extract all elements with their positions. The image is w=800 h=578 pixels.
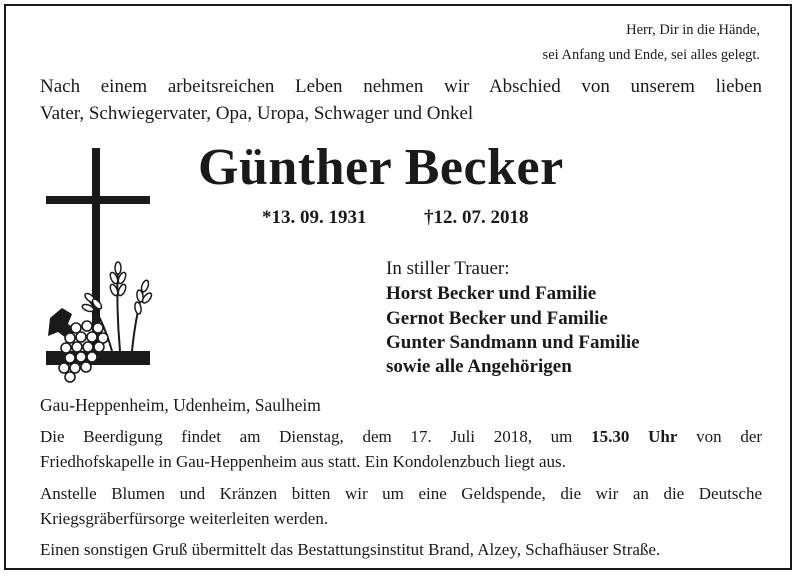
death-date: †12. 07. 2018 (424, 207, 529, 228)
mourners-heading: In stiller Trauer: (386, 258, 510, 279)
intro-line-1: Nach einem arbeitsreichen Leben nehmen wir Abschied von unserem lieben (40, 76, 762, 97)
places-line: Gau-Heppenheim, Udenheim, Saulheim (40, 395, 321, 415)
donation-line-1: Anstelle Blumen und Kränzen bitten wir um eine Geldspende, die wir an die Deutsche (40, 484, 762, 503)
cross-with-grapes-and-wheat-icon (42, 146, 154, 384)
motto-line-1: Herr, Dir in die Hände, (626, 22, 760, 38)
mourner-line: Gunter Sandmann und Familie (386, 332, 640, 353)
birth-date: *13. 09. 1931 (262, 207, 367, 228)
mourner-line: sowie alle Angehörigen (386, 356, 572, 377)
mourner-line: Horst Becker und Familie (386, 283, 597, 304)
donation-line-2: Kriegsgräberfürsorge weiterleiten werden. (40, 509, 329, 528)
funeral-line-2: Friedhofskapelle in Gau-Heppenheim aus statt. Ein Kondolenzbuch liegt aus. (40, 452, 566, 471)
funeral-time: 15.30 Uhr (591, 427, 678, 446)
intro-line-2: Vater, Schwiegervater, Opa, Uropa, Schwager und Onkel (40, 103, 474, 124)
funeral-text: Die Beerdigung findet am Dienstag, dem 17. Juli 2018, um (40, 427, 573, 446)
deceased-name: Günther Becker (198, 139, 564, 196)
funeral-text-end: von der (696, 427, 763, 446)
greeting-line: Einen sonstigen Gruß übermittelt das Bestattungsinstitut Brand, Alzey, Schafhäuser Straße. (40, 540, 661, 559)
funeral-line-1 (40, 427, 762, 447)
motto-line-2: sei Anfang und Ende, sei alles gelegt. (542, 47, 760, 63)
mourner-line: Gernot Becker und Familie (386, 308, 608, 329)
